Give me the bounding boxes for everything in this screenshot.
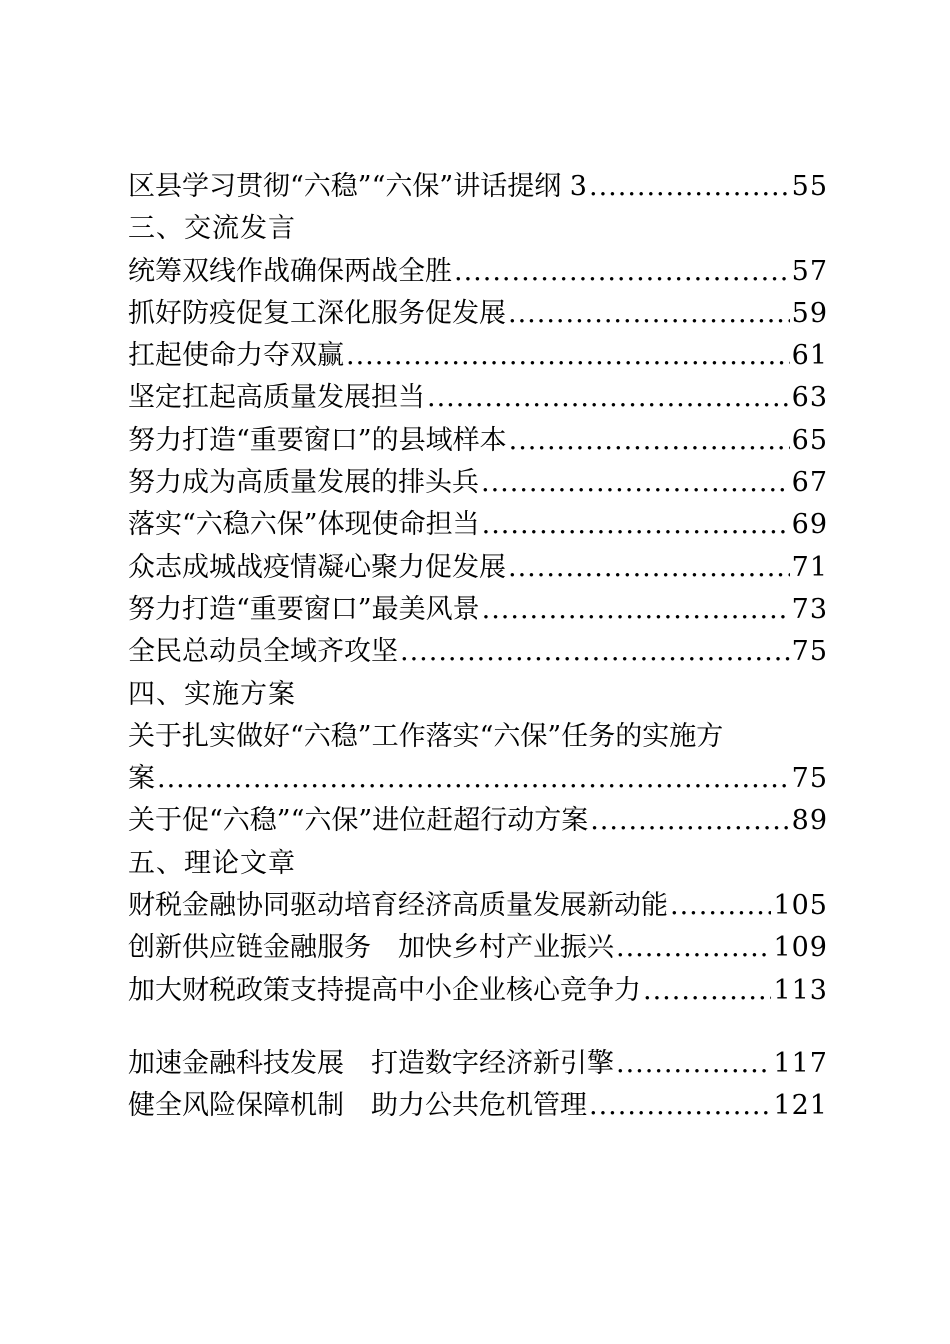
- toc-entry[interactable]: [128, 335, 828, 377]
- toc-entry-title: 众志成城战疫情凝心聚力促发展: [128, 551, 506, 583]
- toc-entry-title: 财税金融协同驱动培育经济高质量发展新动能: [128, 890, 668, 922]
- toc-entry-page: 105: [773, 890, 828, 922]
- toc-entry[interactable]: [128, 1043, 828, 1085]
- toc-entry-title: 扛起使命力夺双赢: [128, 340, 344, 372]
- toc-entry-page: 75: [791, 763, 828, 795]
- toc-entry-title: 加大财税政策支持提高中小企业核心竞争力: [128, 974, 641, 1006]
- toc-leader-dots: [482, 504, 790, 546]
- toc-entry-title: 落实“六稳六保”体现使命担当: [128, 509, 480, 541]
- toc-entry[interactable]: [128, 885, 828, 927]
- toc-entry[interactable]: [128, 758, 828, 800]
- toc-entry-title: 关于促“六稳”“六保”进位赶超行动方案: [128, 805, 589, 837]
- toc-leader-dots: [346, 335, 790, 377]
- toc-entry-title: 努力打造“重要窗口”的县域样本: [128, 424, 507, 456]
- toc-entry-title: 案: [128, 763, 155, 795]
- toc-entry-page: 65: [791, 424, 828, 456]
- toc-entry[interactable]: [128, 166, 828, 208]
- toc-entry-title: 努力打造“重要窗口”最美风景: [128, 593, 480, 625]
- toc-entry-page: 73: [791, 593, 828, 625]
- toc-entry-page: 57: [791, 255, 828, 287]
- toc-entry-title: 统筹双线作战确保两战全胜: [128, 255, 452, 287]
- toc-entry[interactable]: [128, 547, 828, 589]
- toc-entry[interactable]: [128, 1085, 828, 1127]
- toc-entry-title: 努力成为高质量发展的排头兵: [128, 467, 479, 499]
- toc-entry-page: 67: [791, 467, 828, 499]
- toc-leader-dots: [616, 1043, 771, 1085]
- toc-entry[interactable]: [128, 251, 828, 293]
- toc-entry-title: 创新供应链金融服务 加快乡村产业振兴: [128, 932, 614, 964]
- toc-leader-dots: [454, 251, 790, 293]
- toc-entry[interactable]: [128, 504, 828, 546]
- toc-leader-dots: [616, 927, 771, 969]
- toc-leader-dots: [400, 631, 790, 673]
- toc-entry-page: 117: [773, 1047, 828, 1079]
- toc-leader-dots: [508, 293, 790, 335]
- toc-entry[interactable]: [128, 800, 828, 842]
- toc-entry-title: 抓好防疫促复工深化服务促发展: [128, 297, 506, 329]
- toc-leader-dots: [643, 970, 771, 1012]
- toc-leader-dots: [482, 589, 790, 631]
- toc-spacer: [128, 1012, 828, 1043]
- toc-entry[interactable]: [128, 970, 828, 1012]
- toc-entry-title: 加速金融科技发展 打造数字经济新引擎: [128, 1047, 614, 1079]
- toc-entry-title-line[interactable]: 关于扎实做好“六稳”工作落实“六保”任务的实施方: [128, 720, 724, 752]
- toc-leader-dots: [590, 800, 789, 842]
- toc-entry-page: 113: [773, 974, 828, 1006]
- toc-section-heading: 四、实施方案: [128, 678, 296, 710]
- toc-entry[interactable]: [128, 420, 828, 462]
- toc-entry-page: 121: [773, 1090, 828, 1122]
- toc-entry-page: 75: [791, 636, 828, 668]
- toc-entry-page: 71: [791, 551, 828, 583]
- toc-entry-title: 区县学习贯彻“六稳”“六保”讲话提纲 3: [128, 171, 587, 202]
- table-of-contents: [128, 166, 828, 1128]
- toc-entry-page: 63: [791, 382, 828, 414]
- toc-entry-page: 61: [791, 340, 828, 372]
- toc-entry[interactable]: [128, 293, 828, 335]
- toc-entry-page: 89: [791, 805, 828, 837]
- toc-section-heading: 三、交流发言: [128, 213, 296, 245]
- toc-leader-dots: [157, 758, 790, 800]
- toc-entry-page: 55: [791, 171, 828, 202]
- toc-entry-title: 坚定扛起高质量发展担当: [128, 382, 425, 414]
- toc-leader-dots: [481, 462, 790, 504]
- toc-entry-title: 健全风险保障机制 助力公共危机管理: [128, 1090, 587, 1122]
- toc-entry[interactable]: [128, 927, 828, 969]
- toc-leader-dots: [589, 166, 790, 208]
- toc-entry-page: 59: [791, 297, 828, 329]
- toc-leader-dots: [427, 377, 790, 419]
- toc-entry[interactable]: [128, 377, 828, 419]
- toc-entry[interactable]: [128, 631, 828, 673]
- toc-leader-dots: [670, 885, 771, 927]
- toc-leader-dots: [509, 420, 790, 462]
- toc-leader-dots: [589, 1085, 771, 1127]
- toc-entry[interactable]: [128, 589, 828, 631]
- toc-entry-page: 69: [791, 509, 828, 541]
- toc-section-heading: 五、理论文章: [128, 847, 296, 879]
- toc-entry-page: 109: [773, 932, 828, 964]
- toc-entry-title: 全民总动员全域齐攻坚: [128, 636, 398, 668]
- toc-leader-dots: [508, 547, 790, 589]
- toc-entry[interactable]: [128, 462, 828, 504]
